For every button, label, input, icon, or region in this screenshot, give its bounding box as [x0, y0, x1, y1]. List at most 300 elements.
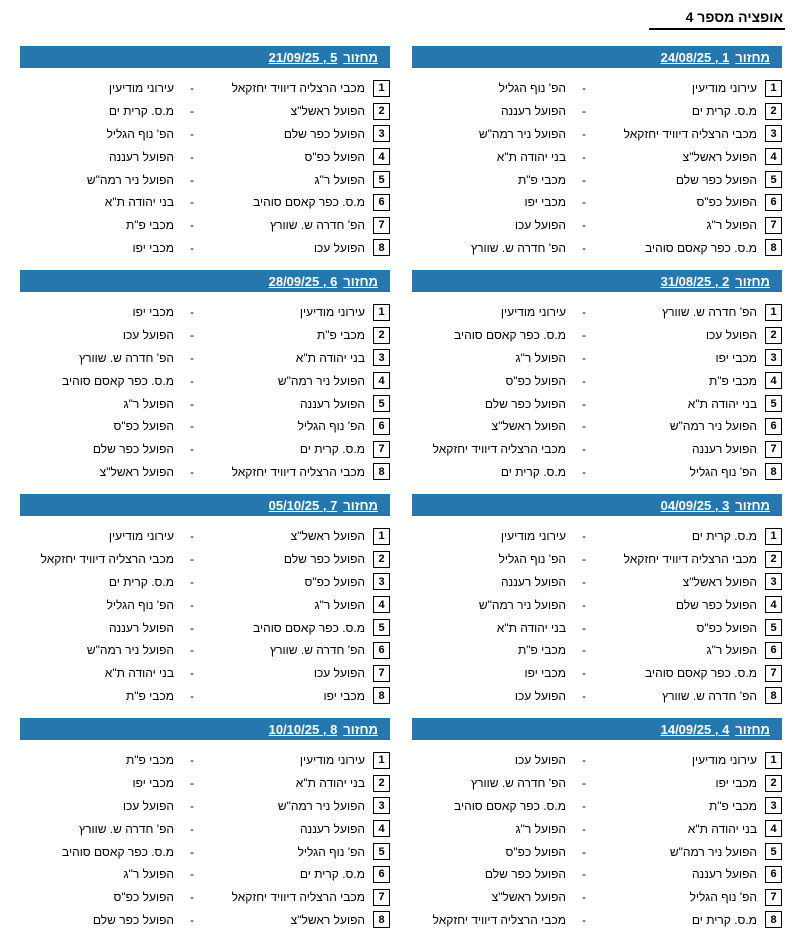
match-separator: -: [582, 643, 586, 658]
match-row: [20, 77, 390, 100]
match-row: [20, 616, 390, 639]
home-team: מכבי יפו: [715, 350, 757, 365]
round-matches: [412, 68, 782, 259]
away-team: הפועל כפר שלם: [484, 867, 566, 882]
match-number: 8: [373, 463, 390, 480]
away-team: הפועל ר"ג: [123, 396, 174, 411]
round-number: 6: [330, 273, 338, 289]
match-row: [20, 840, 390, 863]
home-team: הפ' נוף הגליל: [689, 464, 757, 479]
match-row: [20, 461, 390, 484]
page-title: אופציה מספר 4: [649, 6, 785, 30]
away-team: מ.ס. קרית ים: [108, 104, 174, 119]
match-separator: -: [190, 419, 194, 434]
away-team: עירוני מודיעין: [500, 305, 566, 320]
away-team: הפועל כפר שלם: [484, 396, 566, 411]
match-number: 3: [765, 573, 782, 590]
match-row: [412, 438, 782, 461]
match-row: [412, 324, 782, 347]
match-row: [412, 237, 782, 260]
match-number: 2: [373, 775, 390, 792]
match-separator: -: [582, 149, 586, 164]
home-team: מ.ס. קרית ים: [299, 442, 365, 457]
away-team: הפועל ר"ג: [123, 867, 174, 882]
match-number: 2: [373, 103, 390, 120]
match-row: [412, 817, 782, 840]
round-matches: [20, 68, 390, 259]
match-row: [20, 817, 390, 840]
match-row: [20, 548, 390, 571]
match-separator: -: [190, 844, 194, 859]
match-number: 6: [373, 866, 390, 883]
match-row: [412, 301, 782, 324]
home-team: הפועל ראשל"צ: [290, 529, 365, 544]
round-label-sep: ,: [711, 49, 723, 65]
round-matches: [412, 292, 782, 483]
home-team: מ.ס. כפר קאסם סוהיב: [253, 620, 365, 635]
round-number: 8: [330, 721, 338, 737]
round-header: [20, 494, 390, 516]
home-team: מכבי הרצליה דיוויד יחזקאל: [231, 890, 365, 905]
away-team: הפ' נוף הגליל: [498, 81, 566, 96]
round-date: 21/09/25: [268, 49, 320, 65]
match-number: 5: [765, 843, 782, 860]
home-team: בני יהודה ת"א: [687, 821, 757, 836]
home-team: מכבי פ"ת: [316, 328, 365, 343]
round-label: [269, 50, 338, 65]
home-team: הפועל ר"ג: [706, 643, 757, 658]
match-number: 1: [373, 80, 390, 97]
home-team: הפועל רעננה: [299, 821, 365, 836]
match-number: 8: [765, 911, 782, 928]
away-team: מכבי פ"ת: [517, 172, 566, 187]
match-number: 2: [765, 327, 782, 344]
round-label: [269, 498, 338, 513]
match-number: 4: [373, 596, 390, 613]
round-word: מחזור: [343, 273, 378, 289]
match-number: 4: [373, 148, 390, 165]
match-row: [412, 369, 782, 392]
match-separator: -: [190, 126, 194, 141]
round-header: [412, 718, 782, 740]
round-date: 04/09/25: [660, 497, 712, 513]
match-separator: -: [190, 396, 194, 411]
match-number: 7: [373, 665, 390, 682]
match-separator: -: [190, 597, 194, 612]
match-number: 3: [373, 797, 390, 814]
round-block: [20, 46, 390, 259]
round-date: 05/10/25: [268, 497, 320, 513]
match-row: [412, 685, 782, 708]
home-team: מכבי הרצליה דיוויד יחזקאל: [623, 126, 757, 141]
away-team: הפועל כפ"ס: [113, 419, 174, 434]
match-separator: -: [582, 419, 586, 434]
match-separator: -: [582, 821, 586, 836]
match-row: [20, 301, 390, 324]
round-label-sep: ,: [711, 497, 723, 513]
match-number: 8: [765, 239, 782, 256]
round-label: [269, 274, 338, 289]
match-separator: -: [190, 305, 194, 320]
away-team: הפועל ניר רמה"ש: [86, 172, 174, 187]
away-team: בני יהודה ת"א: [104, 195, 174, 210]
home-team: הפועל ר"ג: [314, 172, 365, 187]
match-row: [412, 772, 782, 795]
match-row: [412, 886, 782, 909]
away-team: הפועל ניר רמה"ש: [478, 126, 566, 141]
round-block: [20, 494, 390, 707]
round-word: מחזור: [343, 497, 378, 513]
round-number: 1: [722, 49, 730, 65]
match-row: [412, 639, 782, 662]
home-team: הפועל כפ"ס: [696, 620, 757, 635]
match-row: [412, 77, 782, 100]
match-separator: -: [582, 552, 586, 567]
round-block: [412, 46, 782, 259]
away-team: עירוני מודיעין: [108, 529, 174, 544]
away-team: הפועל ראשל"צ: [491, 890, 566, 905]
match-separator: -: [582, 126, 586, 141]
match-separator: -: [190, 529, 194, 544]
match-row: [412, 863, 782, 886]
home-team: הפ' נוף הגליל: [297, 844, 365, 859]
home-team: בני יהודה ת"א: [295, 776, 365, 791]
match-row: [20, 237, 390, 260]
match-separator: -: [190, 81, 194, 96]
match-row: [20, 525, 390, 548]
match-number: 7: [765, 665, 782, 682]
match-separator: -: [582, 240, 586, 255]
away-team: הפועל רעננה: [108, 149, 174, 164]
away-team: הפועל כפ"ס: [505, 844, 566, 859]
match-row: [412, 525, 782, 548]
match-row: [412, 415, 782, 438]
away-team: מכבי יפו: [524, 666, 566, 681]
home-team: עירוני מודיעין: [691, 753, 757, 768]
round-date: 14/09/25: [660, 721, 712, 737]
match-number: 5: [765, 395, 782, 412]
match-separator: -: [190, 912, 194, 927]
round-label: [661, 50, 730, 65]
home-team: מ.ס. קרית ים: [691, 104, 757, 119]
round-number: 2: [722, 273, 730, 289]
home-team: עירוני מודיעין: [691, 81, 757, 96]
away-team: הפועל עכו: [122, 798, 174, 813]
home-team: הפ' נוף הגליל: [297, 419, 365, 434]
match-row: [20, 168, 390, 191]
match-separator: -: [190, 821, 194, 836]
match-number: 1: [765, 80, 782, 97]
away-team: מ.ס. כפר קאסם סוהיב: [62, 844, 174, 859]
match-separator: -: [190, 328, 194, 343]
match-separator: -: [582, 396, 586, 411]
home-team: הפ' נוף הגליל: [689, 890, 757, 905]
home-team: הפועל עכו: [705, 328, 757, 343]
match-row: [20, 145, 390, 168]
home-team: מכבי פ"ת: [708, 373, 757, 388]
round-matches: [20, 740, 390, 931]
match-number: 3: [765, 797, 782, 814]
round-header: [412, 270, 782, 292]
away-team: מכבי הרצליה דיוויד יחזקאל: [432, 442, 566, 457]
match-separator: -: [582, 218, 586, 233]
away-team: עירוני מודיעין: [108, 81, 174, 96]
match-row: [412, 616, 782, 639]
round-header: [412, 494, 782, 516]
match-number: 8: [765, 687, 782, 704]
match-row: [20, 662, 390, 685]
round-word: מחזור: [735, 49, 770, 65]
match-row: [20, 415, 390, 438]
match-number: 1: [373, 752, 390, 769]
match-number: 7: [765, 217, 782, 234]
away-team: הפועל כפ"ס: [113, 890, 174, 905]
away-team: מכבי יפו: [524, 195, 566, 210]
match-number: 3: [373, 573, 390, 590]
match-row: [20, 795, 390, 818]
match-number: 1: [765, 528, 782, 545]
away-team: מכבי יפו: [132, 240, 174, 255]
match-separator: -: [190, 104, 194, 119]
away-team: בני יהודה ת"א: [104, 666, 174, 681]
match-row: [20, 639, 390, 662]
away-team: מכבי פ"ת: [125, 218, 174, 233]
match-separator: -: [582, 753, 586, 768]
home-team: בני יהודה ת"א: [687, 396, 757, 411]
away-team: מ.ס. כפר קאסם סוהיב: [62, 373, 174, 388]
home-team: הפועל רעננה: [691, 867, 757, 882]
match-separator: -: [190, 218, 194, 233]
away-team: הפועל עכו: [514, 688, 566, 703]
match-separator: -: [582, 442, 586, 457]
match-number: 7: [373, 441, 390, 458]
match-number: 5: [373, 843, 390, 860]
match-number: 3: [373, 125, 390, 142]
match-separator: -: [582, 81, 586, 96]
home-team: מ.ס. קרית ים: [299, 867, 365, 882]
match-row: [20, 392, 390, 415]
match-number: 7: [765, 889, 782, 906]
match-row: [20, 593, 390, 616]
round-matches: [20, 516, 390, 707]
home-team: מכבי הרצליה דיוויד יחזקאל: [623, 552, 757, 567]
match-row: [20, 863, 390, 886]
match-number: 6: [373, 418, 390, 435]
home-team: הפועל ניר רמה"ש: [669, 844, 757, 859]
match-number: 8: [373, 687, 390, 704]
home-team: הפועל כפר שלם: [283, 552, 365, 567]
away-team: הפ' נוף הגליל: [498, 552, 566, 567]
match-number: 1: [373, 528, 390, 545]
home-team: מכבי יפו: [715, 776, 757, 791]
away-team: מכבי הרצליה דיוויד יחזקאל: [40, 552, 174, 567]
round-block: [20, 718, 390, 931]
match-separator: -: [582, 798, 586, 813]
match-separator: -: [190, 798, 194, 813]
round-label-sep: ,: [319, 497, 331, 513]
match-row: [20, 886, 390, 909]
match-separator: -: [582, 688, 586, 703]
home-team: הפועל עכו: [313, 240, 365, 255]
round-header: [20, 718, 390, 740]
match-number: 4: [765, 820, 782, 837]
away-team: הפ' נוף הגליל: [106, 126, 174, 141]
match-row: [20, 909, 390, 932]
round-header: [412, 46, 782, 68]
home-team: הפועל ראשל"צ: [682, 574, 757, 589]
round-label-sep: ,: [711, 273, 723, 289]
match-number: 1: [765, 304, 782, 321]
round-date: 24/08/25: [660, 49, 712, 65]
match-number: 6: [373, 194, 390, 211]
home-team: הפועל כפר שלם: [675, 597, 757, 612]
match-separator: -: [190, 172, 194, 187]
away-team: הפועל עכו: [514, 218, 566, 233]
match-separator: -: [582, 464, 586, 479]
match-separator: -: [582, 328, 586, 343]
home-team: הפועל ר"ג: [314, 597, 365, 612]
match-number: 5: [765, 171, 782, 188]
match-row: [20, 347, 390, 370]
match-number: 4: [765, 372, 782, 389]
match-number: 4: [765, 596, 782, 613]
away-team: הפועל ניר רמה"ש: [86, 643, 174, 658]
round-matches: [412, 516, 782, 707]
match-number: 2: [765, 103, 782, 120]
round-word: מחזור: [735, 721, 770, 737]
match-separator: -: [582, 597, 586, 612]
match-separator: -: [190, 350, 194, 365]
round-block: [412, 270, 782, 483]
away-team: הפועל ראשל"צ: [491, 419, 566, 434]
away-team: הפ' חדרה ש. שוורץ: [79, 350, 174, 365]
match-separator: -: [190, 373, 194, 388]
match-number: 4: [373, 372, 390, 389]
away-team: מ.ס. כפר קאסם סוהיב: [454, 328, 566, 343]
away-team: הפועל עכו: [122, 328, 174, 343]
home-team: הפועל ראשל"צ: [290, 104, 365, 119]
home-team: הפועל ראשל"צ: [290, 912, 365, 927]
away-team: הפועל רעננה: [500, 574, 566, 589]
match-row: [412, 749, 782, 772]
match-row: [412, 548, 782, 571]
away-team: הפועל ראשל"צ: [99, 464, 174, 479]
match-number: 7: [373, 889, 390, 906]
home-team: הפ' חדרה ש. שוורץ: [270, 643, 365, 658]
match-separator: -: [190, 240, 194, 255]
match-row: [20, 369, 390, 392]
away-team: הפ' חדרה ש. שוורץ: [471, 776, 566, 791]
home-team: הפועל עכו: [313, 666, 365, 681]
home-team: הפועל רעננה: [299, 396, 365, 411]
home-team: מ.ס. כפר קאסם סוהיב: [645, 240, 757, 255]
match-number: 2: [765, 551, 782, 568]
match-separator: -: [190, 688, 194, 703]
home-team: הפועל רעננה: [691, 442, 757, 457]
match-separator: -: [190, 666, 194, 681]
match-row: [412, 593, 782, 616]
match-number: 6: [373, 642, 390, 659]
away-team: מכבי פ"ת: [125, 688, 174, 703]
match-separator: -: [582, 350, 586, 365]
away-team: הפועל עכו: [514, 753, 566, 768]
round-label-sep: ,: [319, 49, 331, 65]
match-separator: -: [190, 620, 194, 635]
home-team: הפועל כפר שלם: [283, 126, 365, 141]
round-label: [661, 498, 730, 513]
home-team: בני יהודה ת"א: [295, 350, 365, 365]
round-label-sep: ,: [319, 721, 331, 737]
home-team: עירוני מודיעין: [299, 305, 365, 320]
match-separator: -: [582, 104, 586, 119]
match-separator: -: [190, 643, 194, 658]
match-number: 1: [765, 752, 782, 769]
round-header: [20, 46, 390, 68]
match-row: [412, 168, 782, 191]
round-date: 28/09/25: [268, 273, 320, 289]
home-team: הפועל ר"ג: [706, 218, 757, 233]
away-team: הפועל כפר שלם: [92, 442, 174, 457]
match-number: 2: [765, 775, 782, 792]
match-number: 3: [373, 349, 390, 366]
away-team: מכבי פ"ת: [517, 643, 566, 658]
round-number: 4: [722, 721, 730, 737]
match-row: [412, 909, 782, 932]
away-team: הפ' חדרה ש. שוורץ: [79, 821, 174, 836]
home-team: הפועל כפר שלם: [675, 172, 757, 187]
match-number: 6: [765, 194, 782, 211]
round-number: 7: [330, 497, 338, 513]
round-matches: [412, 740, 782, 931]
round-block: [412, 718, 782, 931]
round-header: [20, 270, 390, 292]
home-team: הפועל כפ"ס: [304, 574, 365, 589]
match-separator: -: [190, 776, 194, 791]
match-number: 6: [765, 642, 782, 659]
match-number: 5: [373, 619, 390, 636]
away-team: מכבי הרצליה דיוויד יחזקאל: [432, 912, 566, 927]
away-team: הפועל כפר שלם: [92, 912, 174, 927]
match-separator: -: [582, 529, 586, 544]
round-word: מחזור: [735, 497, 770, 513]
home-team: מכבי פ"ת: [708, 798, 757, 813]
home-team: מ.ס. כפר קאסם סוהיב: [645, 666, 757, 681]
home-team: מ.ס. קרית ים: [691, 529, 757, 544]
match-separator: -: [582, 373, 586, 388]
match-separator: -: [190, 464, 194, 479]
match-separator: -: [582, 912, 586, 927]
match-row: [412, 123, 782, 146]
round-matches: [20, 292, 390, 483]
round-label-sep: ,: [319, 273, 331, 289]
home-team: הפועל כפ"ס: [696, 195, 757, 210]
match-number: 2: [373, 551, 390, 568]
away-team: הפועל רעננה: [500, 104, 566, 119]
match-number: 2: [373, 327, 390, 344]
match-row: [412, 662, 782, 685]
round-block: [20, 270, 390, 483]
home-team: הפ' חדרה ש. שוורץ: [270, 218, 365, 233]
match-separator: -: [190, 753, 194, 768]
away-team: מכבי יפו: [132, 776, 174, 791]
home-team: הפ' חדרה ש. שוורץ: [662, 305, 757, 320]
away-team: הפועל ר"ג: [515, 350, 566, 365]
match-row: [20, 772, 390, 795]
home-team: הפועל ראשל"צ: [682, 149, 757, 164]
match-number: 6: [765, 866, 782, 883]
match-row: [20, 100, 390, 123]
away-team: מ.ס. כפר קאסם סוהיב: [454, 798, 566, 813]
